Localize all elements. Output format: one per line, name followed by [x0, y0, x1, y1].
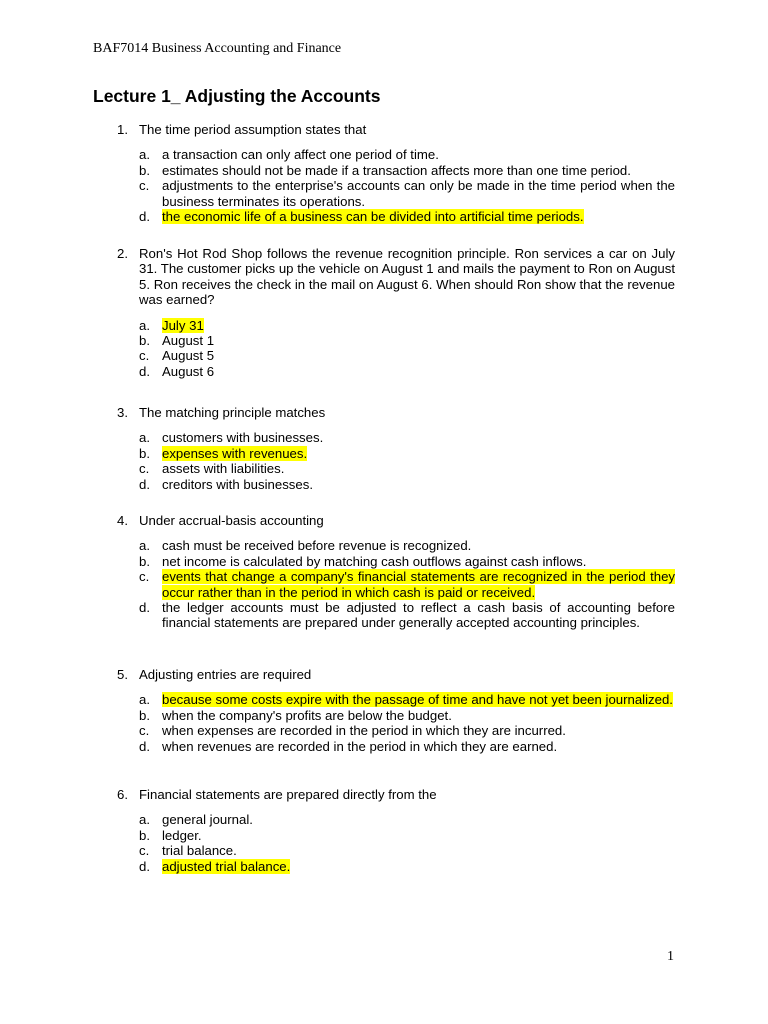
question-number: 3.	[117, 405, 128, 420]
option-text-wrap	[162, 430, 675, 445]
option-text-wrap	[162, 859, 675, 874]
answer-option	[117, 364, 675, 379]
option-letter: c.	[139, 723, 150, 739]
question-stem	[117, 513, 675, 528]
option-text: August 1	[162, 333, 215, 349]
option-text: August 5	[162, 348, 215, 364]
option-letter: a.	[139, 147, 150, 163]
option-text: ledger.	[162, 827, 202, 843]
answer-option	[117, 723, 675, 738]
option-text: trial balance.	[162, 843, 237, 859]
answer-option	[117, 692, 675, 707]
option-text: general journal.	[162, 812, 253, 828]
option-text-wrap	[162, 147, 675, 162]
option-text-wrap	[162, 812, 675, 827]
option-letter: a.	[139, 538, 150, 554]
option-letter: b.	[139, 553, 150, 569]
question-number: 6.	[117, 787, 128, 802]
option-letter: a.	[139, 317, 150, 333]
option-letter: b.	[139, 333, 150, 349]
option-letter: c.	[139, 569, 150, 585]
question-text: Under accrual-basis accounting	[139, 513, 324, 528]
question-5	[117, 667, 675, 754]
question-text: The matching principle matches	[139, 405, 326, 420]
answer-option	[117, 446, 675, 461]
option-letter: b.	[139, 707, 150, 723]
option-text-wrap	[162, 708, 675, 723]
option-letter: c.	[139, 843, 150, 859]
option-text-wrap	[162, 178, 675, 209]
option-text-wrap	[162, 163, 675, 178]
option-text: the ledger accounts must be adjusted to reflect a cash basis of accounting before financial statements are prepared under generally accepted accounting principles.	[162, 600, 675, 631]
question-stem	[117, 246, 675, 308]
question-number: 2.	[117, 246, 128, 261]
option-letter: b.	[139, 827, 150, 843]
answer-option	[117, 461, 675, 476]
option-text: when expenses are recorded in the period in which they are incurred.	[162, 723, 566, 739]
option-text-wrap	[162, 538, 675, 553]
option-text: net income is calculated by matching cash outflows against cash inflows.	[162, 553, 587, 569]
question-4	[117, 513, 675, 631]
question-number: 1.	[117, 122, 128, 137]
highlighted-answer-text: July 31	[162, 317, 204, 333]
option-letter: a.	[139, 692, 150, 708]
option-letter: d.	[139, 476, 150, 492]
question-text: Ron's Hot Rod Shop follows the revenue recognition principle. Ron services a car on July 31. The customer picks up the vehicle on August 1 and mails the payment to Ron on August 5. Ron receives the check in the mail on August 6. When should Ron show that the revenue was earned?	[139, 246, 675, 308]
option-text-wrap	[162, 600, 675, 631]
answer-option	[117, 843, 675, 858]
answer-options	[117, 147, 675, 224]
question-stem	[117, 787, 675, 802]
option-text-wrap	[162, 828, 675, 843]
answer-option	[117, 600, 675, 631]
answer-option	[117, 163, 675, 178]
answer-option	[117, 209, 675, 224]
question-6	[117, 787, 675, 874]
question-text: The time period assumption states that	[139, 122, 367, 137]
answer-option	[117, 477, 675, 492]
question-stem	[117, 405, 675, 420]
page-number: 1	[667, 949, 674, 964]
option-text: cash must be received before revenue is recognized.	[162, 538, 472, 554]
option-text-wrap	[162, 569, 675, 600]
option-letter: c.	[139, 348, 150, 364]
option-text-wrap	[162, 554, 675, 569]
option-letter: d.	[139, 363, 150, 379]
option-text-wrap	[162, 477, 675, 492]
highlighted-answer-text: because some costs expire with the passage of time and have not yet been journalized.	[162, 692, 673, 708]
answer-options	[117, 318, 675, 380]
option-text: a transaction can only affect one period of time.	[162, 147, 439, 163]
option-text-wrap	[162, 739, 675, 754]
option-text-wrap	[162, 446, 675, 461]
option-text: customers with businesses.	[162, 430, 324, 446]
option-text-wrap	[162, 723, 675, 738]
page-header: BAF7014 Business Accounting and Finance	[93, 41, 342, 56]
answer-option	[117, 812, 675, 827]
option-letter: a.	[139, 430, 150, 446]
option-text: assets with liabilities.	[162, 461, 285, 477]
answer-option	[117, 828, 675, 843]
question-stem	[117, 667, 675, 682]
answer-option	[117, 147, 675, 162]
answer-option	[117, 859, 675, 874]
answer-option	[117, 178, 675, 209]
answer-options	[117, 692, 675, 754]
option-letter: d.	[139, 209, 150, 225]
question-1	[117, 122, 675, 224]
option-text-wrap	[162, 843, 675, 858]
answer-option	[117, 554, 675, 569]
option-text: when revenues are recorded in the period in which they are earned.	[162, 738, 558, 754]
option-letter: d.	[139, 858, 150, 874]
answer-option	[117, 739, 675, 754]
question-3	[117, 405, 675, 492]
question-number: 4.	[117, 513, 128, 528]
answer-option	[117, 538, 675, 553]
option-text: creditors with businesses.	[162, 476, 313, 492]
option-letter: b.	[139, 445, 150, 461]
option-letter: a.	[139, 812, 150, 828]
option-text: adjustments to the enterprise's accounts can only be made in the time period when the business terminates its operations.	[162, 178, 675, 209]
option-text: August 6	[162, 363, 215, 379]
question-stem	[117, 122, 675, 137]
question-text: Adjusting entries are required	[139, 667, 312, 682]
option-letter: b.	[139, 162, 150, 178]
highlighted-answer-text: adjusted trial balance.	[162, 858, 291, 874]
option-text: when the company's profits are below the budget.	[162, 707, 452, 723]
highlighted-answer-text: expenses with revenues.	[162, 445, 308, 461]
option-text-wrap	[162, 364, 675, 379]
option-letter: c.	[139, 178, 150, 194]
answer-options	[117, 812, 675, 874]
answer-option	[117, 348, 675, 363]
answer-options	[117, 430, 675, 492]
page-title: Lecture 1_ Adjusting the Accounts	[93, 86, 381, 106]
highlighted-answer-text: the economic life of a business can be divided into artificial time periods.	[162, 209, 584, 225]
option-text-wrap	[162, 333, 675, 348]
option-text-wrap	[162, 209, 675, 224]
answer-option	[117, 333, 675, 348]
answer-option	[117, 569, 675, 600]
question-text: Financial statements are prepared directly from the	[139, 787, 437, 802]
option-text-wrap	[162, 461, 675, 476]
option-text: estimates should not be made if a transaction affects more than one time period.	[162, 162, 631, 178]
question-2	[117, 246, 675, 379]
option-letter: c.	[139, 461, 150, 477]
answer-option	[117, 430, 675, 445]
option-letter: d.	[139, 738, 150, 754]
answer-option	[117, 708, 675, 723]
highlighted-answer-text: events that change a company's financial statements are recognized in the period they occur rather than in the period in which cash is paid or received.	[162, 569, 675, 600]
option-text-wrap	[162, 692, 675, 707]
answer-options	[117, 538, 675, 630]
option-text-wrap	[162, 318, 675, 333]
answer-option	[117, 318, 675, 333]
option-text-wrap	[162, 348, 675, 363]
option-letter: d.	[139, 600, 150, 616]
question-number: 5.	[117, 667, 128, 682]
